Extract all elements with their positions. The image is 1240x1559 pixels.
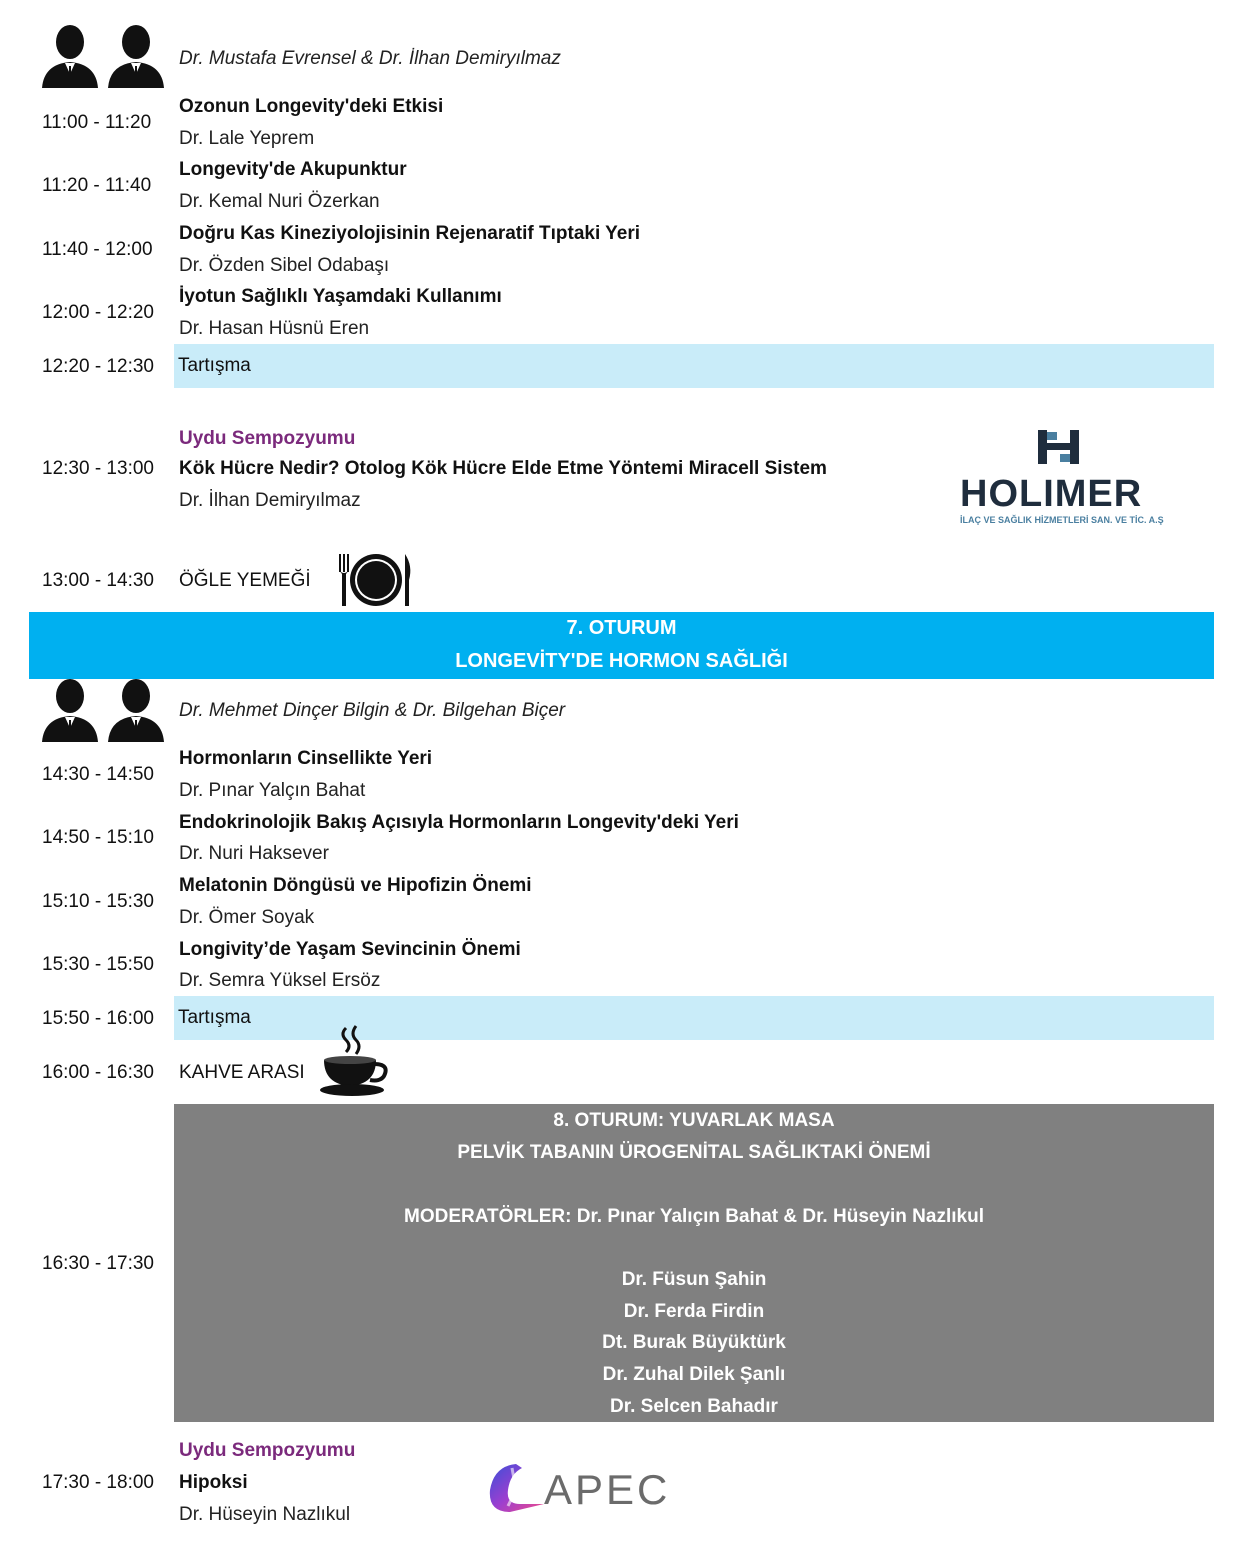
talk-time: 11:20 - 11:40 [42, 175, 152, 196]
talk-speaker: Dr. Pınar Yalçın Bahat [179, 780, 366, 801]
coffee-time: 16:00 - 16:30 [42, 1062, 154, 1083]
moderators-icon [40, 24, 168, 95]
apec-mark-icon [486, 1460, 546, 1518]
satellite-time: 17:30 - 18:00 [42, 1472, 154, 1493]
holimer-logo [960, 428, 1165, 523]
satellite-label: Uydu Sempozyumu [179, 428, 356, 449]
satellite-title: Hipoksi [179, 1472, 248, 1493]
coffee-label: KAHVE ARASI [179, 1062, 305, 1083]
discussion-label: Tartışma [178, 1007, 251, 1028]
round-table-box [174, 1104, 1214, 1422]
session-moderators: Dr. Mustafa Evrensel & Dr. İlhan Demiryılmaz [179, 48, 561, 69]
panelist: Dr. Zuhal Dilek Şanlı [602, 1364, 786, 1385]
lunch-label: ÖĞLE YEMEĞİ [179, 570, 311, 591]
discussion-time: 12:20 - 12:30 [42, 356, 154, 377]
satellite-speaker: Dr. İlhan Demiryılmaz [179, 490, 361, 511]
talk-title: Longevity'de Akupunktur [179, 159, 407, 180]
talk-time: 12:00 - 12:20 [42, 302, 154, 323]
satellite-speaker: Dr. Hüseyin Nazlıkul [179, 1504, 351, 1525]
coffee-cup-icon [318, 1024, 392, 1103]
holimer-mark-icon [960, 428, 1165, 468]
session-heading: 7. OTURUM [566, 617, 677, 639]
session-7-header [29, 612, 1214, 679]
satellite-time: 12:30 - 13:00 [42, 458, 154, 479]
discussion-label: Tartışma [178, 355, 251, 376]
talk-title: Doğru Kas Kineziyolojisinin Rejenaratif Tıptaki Yeri [179, 223, 641, 244]
apec-name: APEC [544, 1466, 671, 1513]
talk-time: 14:50 - 15:10 [42, 827, 154, 848]
talk-time: 11:00 - 11:20 [42, 112, 152, 133]
discussion-time: 15:50 - 16:00 [42, 1008, 154, 1029]
talk-time: 15:30 - 15:50 [42, 954, 154, 975]
talk-title: Endokrinolojik Bakış Açısıyla Hormonların Longevity'deki Yeri [179, 812, 739, 833]
talk-title: İyotun Sağlıklı Yaşamdaki Kullanımı [179, 286, 502, 307]
talk-speaker: Dr. Nuri Haksever [179, 843, 329, 864]
talk-title: Ozonun Longevity'deki Etkisi [179, 96, 444, 117]
round-table-time: 16:30 - 17:30 [42, 1253, 154, 1274]
talk-speaker: Dr. Kemal Nuri Özerkan [179, 191, 380, 212]
talk-speaker: Dr. Semra Yüksel Ersöz [179, 970, 381, 991]
round-table-heading: 8. OTURUM: YUVARLAK MASA [553, 1110, 835, 1131]
panelist: Dt. Burak Büyüktürk [602, 1332, 786, 1353]
panelist: Dr. Ferda Firdin [623, 1301, 765, 1322]
talk-speaker: Dr. Ömer Soyak [179, 907, 315, 928]
panelist: Dr. Selcen Bahadır [610, 1396, 778, 1417]
talk-time: 14:30 - 14:50 [42, 764, 154, 785]
talk-time: 11:40 - 12:00 [42, 239, 153, 260]
apec-logo [486, 1460, 696, 1520]
discussion-band [174, 344, 1214, 388]
holimer-name: HOLIMER [960, 473, 1143, 515]
talk-title: Melatonin Döngüsü ve Hipofizin Önemi [179, 875, 532, 896]
lunch-time: 13:00 - 14:30 [42, 570, 154, 591]
plate-cutlery-icon [338, 552, 414, 613]
session-moderators: Dr. Mehmet Dinçer Bilgin & Dr. Bilgehan Biçer [179, 700, 566, 721]
satellite-label: Uydu Sempozyumu [179, 1440, 356, 1461]
talk-speaker: Dr. Lale Yeprem [179, 128, 315, 149]
talk-time: 15:10 - 15:30 [42, 891, 154, 912]
session-subheading: LONGEVİTY'DE HORMON SAĞLIĞI [455, 650, 788, 672]
talk-speaker: Dr. Hasan Hüsnü Eren [179, 318, 370, 339]
satellite-title: Kök Hücre Nedir? Otolog Kök Hücre Elde Etme Yöntemi Miracell Sistem [179, 458, 827, 479]
talk-speaker: Dr. Özden Sibel Odabaşı [179, 255, 390, 276]
talk-title: Longivity’de Yaşam Sevincinin Önemi [179, 939, 521, 960]
panelist: Dr. Füsun Şahin [621, 1269, 767, 1290]
talk-title: Hormonların Cinsellikte Yeri [179, 748, 433, 769]
moderators-icon [40, 678, 168, 749]
holimer-subtitle: İLAÇ VE SAĞLIK HİZMETLERİ SAN. VE TİC. A.Ş [960, 515, 1164, 525]
round-table-subheading: PELVİK TABANIN ÜROGENİTAL SAĞLIKTAKİ ÖNEMİ [457, 1142, 931, 1163]
round-table-moderators: MODERATÖRLER: Dr. Pınar Yalıçın Bahat & Dr. Hüseyin Nazlıkul [404, 1206, 984, 1227]
